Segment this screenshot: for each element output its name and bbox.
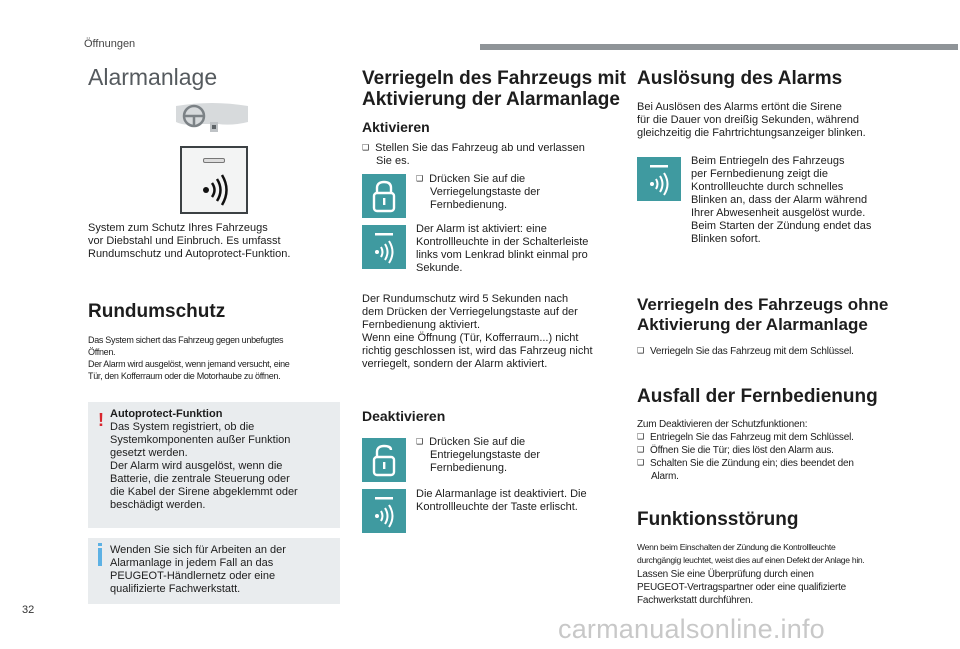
dashboard-illustration xyxy=(172,100,252,140)
padlock-open-icon xyxy=(362,438,406,482)
malfunction-heading: Funktionsstörung xyxy=(637,509,799,530)
alarm-button-illustration xyxy=(180,146,248,214)
alarm-indicator-icon xyxy=(362,225,406,269)
header-bar xyxy=(480,44,958,50)
activate-step-2: ❑ Drücken Sie auf die Verriegelungstaste der Fernbedienung. xyxy=(416,173,540,212)
alarm-indicator-blink-icon xyxy=(637,157,681,201)
alarm-indicator-tile xyxy=(362,225,406,269)
page-number: 32 xyxy=(22,604,35,616)
intro-text: System zum Schutz Ihres Fahrzeugs vor Diebstahl und Einbruch. Es umfasst Rundumschutz und Autoprotect-Funktion. xyxy=(88,222,291,260)
alarm-indicator-off-icon xyxy=(362,489,406,533)
malfunction-text: Wenn beim Einschalten der Zündung die Kontrollleuchte durchgängig leuchtet, weist dies auf einen Defekt der Anlage hin. xyxy=(637,542,865,565)
padlock-closed-icon xyxy=(362,174,406,218)
steering-wheel-icon xyxy=(172,100,252,140)
activate-step-1: ❑ Stellen Sie das Fahrzeug ab und verlassen Sie es. xyxy=(362,142,585,168)
info-panel: Wenden Sie sich für Arbeiten an der Alarmanlage in jedem Fall an das PEUGEOT-Händlernetz oder eine qualifizierte Fachwerkstatt. xyxy=(88,538,340,604)
rundumschutz-heading: Rundumschutz xyxy=(88,301,226,322)
unlock-key-tile xyxy=(362,438,406,482)
no-alarm-step: ❑ Verriegeln Sie das Fahrzeug mit dem Schlüssel. xyxy=(637,345,854,358)
lock-with-alarm-heading: Verriegeln des Fahrzeugs mit Aktivierung der Alarmanlage xyxy=(362,68,626,110)
activate-paragraph: Der Rundumschutz wird 5 Sekunden nach dem Drücken der Verriegelungstaste auf der Fernbedienung aktiviert. Wenn eine Öffnung (Tür, Kofferraum...) nicht richtig geschlossen ist, wird das Fahrzeug nicht verriegelt, sondern der Alarm aktiviert. xyxy=(362,293,593,370)
deactivate-note: Die Alarmanlage ist deaktiviert. Die Kontrollleuchte der Taste erlischt. xyxy=(416,488,587,513)
trigger-text: Bei Auslösen des Alarms ertönt die Sirene für die Dauer von dreißig Sekunden, während gleichzeitig die Fahrtrichtungsanzeiger blinken. xyxy=(637,101,866,139)
watermark: carmanualsonline.info xyxy=(558,614,825,644)
malfunction-text-2: Lassen Sie eine Überprüfung durch einen PEUGEOT-Vertragspartner oder eine qualifizierte Fachwerkstatt durchführen. xyxy=(637,569,847,606)
trigger-indicator-tile xyxy=(637,157,681,201)
warning-panel: ! Autoprotect-Funktion Das System registriert, ob die Systemkomponenten außer Funktion gesetzt werden. Der Alarm wird ausgelöst, wenn die Batterie, die zentrale Steuerung oder die Kabel der Sirene abgeklemmt oder beschädigt werden. xyxy=(88,402,340,528)
alarm-waves-icon xyxy=(196,172,234,208)
deactivate-heading: Deaktivieren xyxy=(362,408,446,424)
indicator-led-icon xyxy=(203,158,225,163)
info-icon xyxy=(98,548,102,566)
warning-icon: ! xyxy=(98,410,104,430)
trigger-heading: Auslösung des Alarms xyxy=(637,68,843,89)
lock-key-tile xyxy=(362,174,406,218)
deactivate-step: ❑ Drücken Sie auf die Entriegelungstaste der Fernbedienung. xyxy=(416,436,540,475)
warning-title: Autoprotect-Funktion xyxy=(110,408,223,420)
trigger-note: Beim Entriegeln des Fahrzeugs per Fernbedienung zeigt die Kontrollleuchte durch schnelles Blinken an, dass der Alarm während Ihrer Abwesenheit ausgelöst wurde. Beim Starten der Zündung endet das Blinken sofort. xyxy=(691,155,872,245)
alarm-off-indicator-tile xyxy=(362,489,406,533)
remote-failure-heading: Ausfall der Fernbedienung xyxy=(637,386,878,407)
activate-heading: Aktivieren xyxy=(362,119,430,135)
remote-failure-text: Zum Deaktivieren der Schutzfunktionen: ❑ Entriegeln Sie das Fahrzeug mit dem Schlüssel. ❑ Öffnen Sie die Tür; dies löst den Alarm aus. ❑ Schalten Sie die Zündung ein; dies beendet den Alarm. xyxy=(637,418,854,483)
section-label: Öffnungen xyxy=(84,38,136,50)
lock-without-alarm-heading: Verriegeln des Fahrzeugs ohne Aktivierung der Alarmanlage xyxy=(637,295,889,334)
page-title: Alarmanlage xyxy=(88,64,218,90)
rundumschutz-text: Das System sichert das Fahrzeug gegen unbefugtes Öffnen. Der Alarm wird ausgelöst, wenn jemand versucht, eine Tür, den Kofferraum oder die Motorhaube zu öffnen. xyxy=(88,335,290,381)
activate-note: Der Alarm ist aktiviert: eine Kontrollleuchte in der Schalterleiste links vom Lenkrad blinkt einmal pro Sekunde. xyxy=(416,223,589,274)
